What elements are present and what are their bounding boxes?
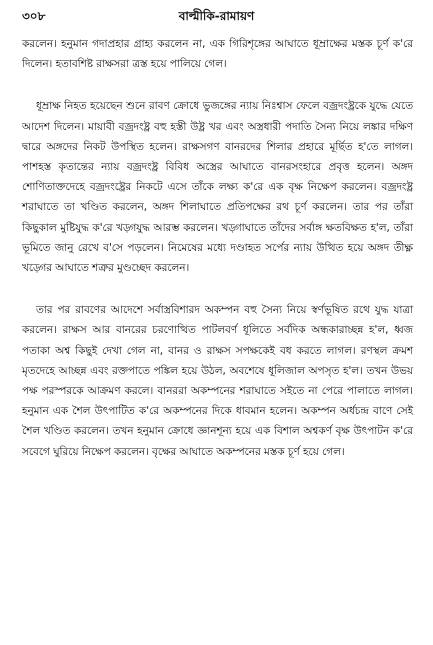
paragraph-3: তার পর রাবণের আদেশে সর্বাস্ত্রবিশারদ অকম্পন বহু সৈন্য নিয়ে স্বর্ণভূষিত রথে যুদ্ধ যাত্রা করলেন। রাক্ষস আর বানরের চরণোত্থিত পাটলবর্ণ ধূলিতে সর্বদিক অন্ধকারাচ্ছন্ন হ'ল, ধ্বজ পতাকা অশ্ব কিছুই দেখা গেল না, বানর ও রাক্ষস সপক্ষকেই বধ করতে লাগল। রণস্থল ক্রমশ মৃতদেহে আচ্ছন্ন এবং রক্তপাতে পঙ্কিল হয়ে উঠল, অবশেষে ধূলিজাল অপসৃত হ'ল। তখন উভয় পক্ষ পরস্পরকে আক্রমণ করলে। বানররা অকম্পনের শরাঘাতে সইতে না পেরে পালাতে লাগল। হনুমান এক শৈল উৎপাটিত ক'রে অকম্পনের দিকে ধাবমান হলেন। অকম্পন অর্ধচন্দ্র বাণে সেই শৈল খণ্ডিত করলেন। তখন হনুমান ক্রোধে জ্ঞানশূন্য হয়ে এক বিশাল অশ্বকর্ণ বৃক্ষ উৎপাটন ক'রে সবেগে ঘুরিয়ে নিক্ষেপ করলেন। বৃক্ষের আঘাতে অকম্পনের মস্তক চূর্ণ হয়ে গেল। (22, 304, 413, 458)
body-text (22, 34, 413, 462)
paragraph-2: ধূম্রাক্ষ নিহত হয়েছেন শুনে রাবণ ক্রোধে ভুজঙ্গের ন্যায় নিঃশ্বাস ফেলে বজ্রদংষ্ট্রকে যুদ্ধে যেতে আদেশ দিলেন। মায়াবী বজ্রদংষ্ট্র বহু হস্তী উষ্ট্র খর এবং অস্ত্রধারী পদাতি সৈন্য নিয়ে লঙ্কার দক্ষিণ দ্বারে অঙ্গদের নিকট উপস্থিত হলেন। রাক্ষসগণ বানরদের শিলার প্রহারে মূর্ছিত হ'তে লাগল। পাশহস্ত কৃতান্তের ন্যায় বজ্রদংষ্ট্র বিবিধ অস্ত্রের আঘাতে বানরসংহারে প্রবৃত্ত হলেন। অঙ্গদ শোণিতাক্তদেহে বজ্রদংষ্ট্রের নিকটে এসে তাঁকে লক্ষ্য ক'রে এক বৃক্ষ নিক্ষেপ করলেন। বজ্রদংষ্ট্র শরাঘাতে তা খণ্ডিত করলেন, অঙ্গদ শিলাঘাতে প্রতিপক্ষের রথ চূর্ণ করলেন। তার পর তাঁরা কিছুকাল মুষ্টিযুদ্ধ ক'রে খড়্গযুদ্ধ আরম্ভ করলেন। খড়্গাঘাতে তাঁদের সর্বাঙ্গ ক্ষতবিক্ষত হ'ল, তাঁরা ভূমিতে জানু রেখে ব'সে পড়লেন। নিমেষের মধ্যে দণ্ডাহত সর্পের ন্যায় উত্থিত হয়ে অঙ্গদ তীক্ষ্ণ খড়্গের আঘাতে শত্রুর মুণ্ডচ্ছেদ করলেন। (22, 100, 413, 275)
paragraph-1: করলেন। হনুমান গদাপ্রহার গ্রাহ্য করলেন না, এক গিরিশৃঙ্গের আঘাতে ধূম্রাক্ষের মস্তক চূর্ণ ক'রে দিলেন। হতাবশিষ্ট রাক্ষসরা ত্রস্ত হয়ে পালিয়ে গেল। (22, 38, 413, 71)
page-header (22, 8, 411, 28)
running-title: বাল্মীকি-রামায়ণ (178, 9, 255, 23)
page-number: ৩০৮ (22, 9, 46, 23)
